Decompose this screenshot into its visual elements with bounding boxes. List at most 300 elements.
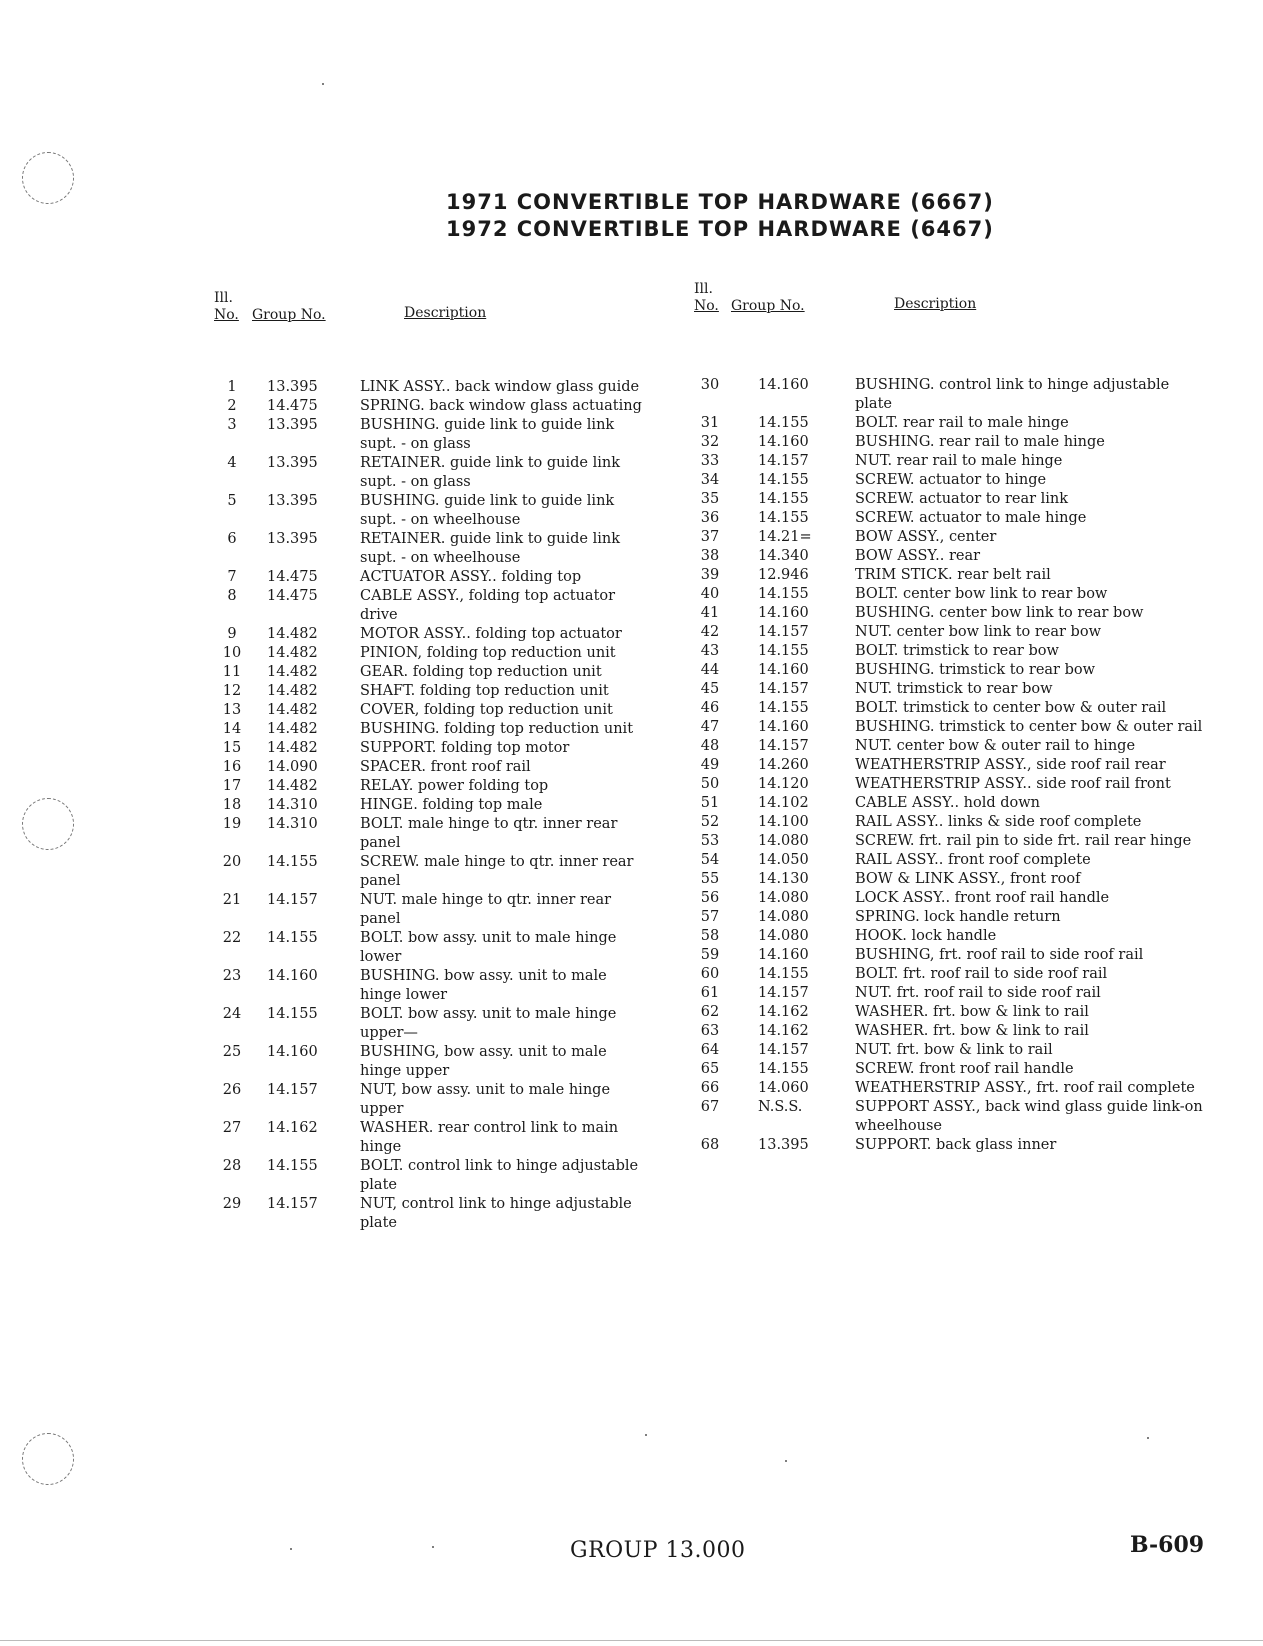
part-row [212, 853, 645, 891]
part-description: LINK ASSY.. back window glass guide [360, 379, 640, 395]
group-number: 14.162 [758, 1023, 809, 1039]
part-row [690, 1079, 1205, 1098]
ill-number: 18 [222, 797, 242, 813]
parts-list-left [212, 378, 645, 1233]
ill-number: 47 [700, 719, 720, 735]
group-number: 14.060 [758, 1080, 809, 1096]
part-row [212, 739, 645, 758]
part-description: BOLT. trimstick to center bow & outer rail [855, 700, 1167, 716]
part-row [690, 547, 1205, 566]
part-description: SCREW. male hinge to qtr. inner rear panel [360, 854, 634, 889]
part-description: SPACER. front roof rail [360, 759, 531, 775]
part-row [690, 490, 1205, 509]
part-row [212, 701, 645, 720]
ill-number: 8 [227, 588, 237, 604]
part-row [690, 794, 1205, 813]
part-row [212, 929, 645, 967]
group-number: 14.155 [267, 1006, 318, 1022]
ill-number: 16 [222, 759, 242, 775]
part-description: LOCK ASSY.. front roof rail handle [855, 890, 1110, 906]
part-row [212, 1043, 645, 1081]
ill-number: 56 [700, 890, 720, 906]
group-number: 14.155 [267, 930, 318, 946]
part-description: BUSHING. center bow link to rear bow [855, 605, 1144, 621]
part-description: SPRING. back window glass actuating [360, 398, 642, 414]
group-number: 14.157 [758, 738, 809, 754]
ill-number: 62 [700, 1004, 720, 1020]
part-description: SUPPORT. back glass inner [855, 1137, 1057, 1153]
ill-number: 60 [700, 966, 720, 982]
part-description: RETAINER. guide link to guide link supt. - on wheelhouse [360, 531, 621, 566]
part-description: BUSHING. trimstick to rear bow [855, 662, 1096, 678]
ill-number: 5 [227, 493, 237, 509]
part-description: WEATHERSTRIP ASSY.. side roof rail front [855, 776, 1171, 792]
group-number: 14.155 [758, 472, 809, 488]
header-group-no: Group No. [252, 307, 326, 323]
part-description: GEAR. folding top reduction unit [360, 664, 602, 680]
ill-number: 24 [222, 1006, 242, 1022]
part-description: WASHER. frt. bow & link to rail [855, 1023, 1089, 1039]
group-number: 12.946 [758, 567, 809, 583]
part-row [212, 663, 645, 682]
part-description: TRIM STICK. rear belt rail [855, 567, 1051, 583]
group-number: 14.157 [267, 1082, 318, 1098]
part-row [212, 1119, 645, 1157]
part-row [690, 452, 1205, 471]
part-row [690, 1041, 1205, 1060]
ill-number: 3 [227, 417, 237, 433]
part-row [212, 682, 645, 701]
ill-number: 55 [700, 871, 720, 887]
part-row [690, 870, 1205, 889]
part-row [690, 566, 1205, 585]
ill-number: 64 [700, 1042, 720, 1058]
ill-number: 4 [227, 455, 237, 471]
group-number: 14.160 [758, 377, 809, 393]
ill-number: 53 [700, 833, 720, 849]
ill-number: 54 [700, 852, 720, 868]
group-number: 14.157 [758, 681, 809, 697]
group-number: 14.155 [758, 510, 809, 526]
ill-number: 10 [222, 645, 242, 661]
part-description: NUT. male hinge to qtr. inner rear panel [360, 892, 612, 927]
part-description: BUSHING. rear rail to male hinge [855, 434, 1105, 450]
group-number: 14.482 [267, 702, 318, 718]
group-number: 14.050 [758, 852, 809, 868]
ill-number: 51 [700, 795, 720, 811]
part-description: BOW & LINK ASSY., front roof [855, 871, 1081, 887]
part-row [690, 984, 1205, 1003]
part-row [690, 1136, 1205, 1155]
part-description: WEATHERSTRIP ASSY., frt. roof rail complete [855, 1080, 1195, 1096]
part-row [690, 908, 1205, 927]
group-number: 14.482 [267, 778, 318, 794]
group-number: 14.160 [267, 968, 318, 984]
ill-number: 33 [700, 453, 720, 469]
group-number: 14.475 [267, 398, 318, 414]
header-group-no: Group No. [731, 298, 805, 314]
part-row [212, 587, 645, 625]
part-description: BUSHING. control link to hinge adjustable plate [855, 377, 1170, 412]
part-row [690, 528, 1205, 547]
part-description: COVER, folding top reduction unit [360, 702, 613, 718]
ill-number: 14 [222, 721, 242, 737]
group-number: 14.482 [267, 740, 318, 756]
part-row [212, 1005, 645, 1043]
part-description: NUT. rear rail to male hinge [855, 453, 1063, 469]
ill-number: 41 [700, 605, 720, 621]
group-number: 14.155 [758, 700, 809, 716]
ill-number: 30 [700, 377, 720, 393]
group-number: 14.155 [267, 1158, 318, 1174]
part-row [690, 604, 1205, 623]
ill-number: 9 [227, 626, 237, 642]
group-number: 14.080 [758, 890, 809, 906]
part-row [690, 623, 1205, 642]
part-description: RELAY. power folding top [360, 778, 549, 794]
part-description: RAIL ASSY.. links & side roof complete [855, 814, 1142, 830]
part-row [690, 1098, 1205, 1136]
header-ill: Ill. [214, 290, 233, 306]
part-description: MOTOR ASSY.. folding top actuator [360, 626, 622, 642]
part-description: BOLT. trimstick to rear bow [855, 643, 1059, 659]
part-description: BUSHING. guide link to guide link supt. - on glass [360, 417, 615, 452]
part-description: BOLT. bow assy. unit to male hinge upper— [360, 1006, 617, 1041]
group-number: 14.102 [758, 795, 809, 811]
group-number: 14.157 [267, 892, 318, 908]
part-row [690, 1003, 1205, 1022]
part-description: BUSHING, bow assy. unit to male hinge upper [360, 1044, 607, 1079]
part-row [212, 1195, 645, 1233]
ill-number: 42 [700, 624, 720, 640]
part-description: NUT, bow assy. unit to male hinge upper [360, 1082, 611, 1117]
part-description: BOLT. center bow link to rear bow [855, 586, 1108, 602]
group-number: 14.162 [267, 1120, 318, 1136]
ill-number: 68 [700, 1137, 720, 1153]
part-description: BOLT. frt. roof rail to side roof rail [855, 966, 1108, 982]
group-number: N.S.S. [758, 1099, 803, 1115]
part-description: SHAFT. folding top reduction unit [360, 683, 609, 699]
part-description: BOW ASSY.. rear [855, 548, 981, 564]
right-header-ill-no [694, 281, 719, 315]
ill-number: 65 [700, 1061, 720, 1077]
group-number: 14.21= [758, 529, 812, 545]
scan-speck [785, 1460, 787, 1462]
part-description: PINION, folding top reduction unit [360, 645, 616, 661]
ill-number: 50 [700, 776, 720, 792]
ill-number: 63 [700, 1023, 720, 1039]
group-number: 14.157 [267, 1196, 318, 1212]
part-row [212, 796, 645, 815]
group-number: 14.310 [267, 797, 318, 813]
ill-number: 34 [700, 472, 720, 488]
group-number: 14.090 [267, 759, 318, 775]
group-number: 14.155 [267, 854, 318, 870]
group-number: 14.482 [267, 721, 318, 737]
part-description: HINGE. folding top male [360, 797, 543, 813]
part-row [212, 891, 645, 929]
part-row [212, 967, 645, 1005]
part-row [690, 642, 1205, 661]
header-description: Description [404, 305, 487, 321]
ill-number: 49 [700, 757, 720, 773]
part-description: NUT, control link to hinge adjustable plate [360, 1196, 632, 1231]
group-number: 14.160 [758, 662, 809, 678]
group-number: 14.157 [758, 453, 809, 469]
group-number: 14.155 [758, 415, 809, 431]
part-description: BUSHING. folding top reduction unit [360, 721, 634, 737]
scan-speck [290, 1548, 292, 1550]
part-row [690, 737, 1205, 756]
ill-number: 29 [222, 1196, 242, 1212]
group-number: 14.157 [758, 624, 809, 640]
part-row [690, 813, 1205, 832]
group-number: 14.155 [758, 491, 809, 507]
scan-speck [322, 83, 324, 85]
group-number: 14.160 [758, 719, 809, 735]
part-row [212, 758, 645, 777]
group-number: 14.130 [758, 871, 809, 887]
part-row [690, 965, 1205, 984]
ill-number: 21 [222, 892, 242, 908]
part-row [212, 530, 645, 568]
group-number: 13.395 [758, 1137, 809, 1153]
parts-list-right [690, 376, 1205, 1155]
page-number: B-609 [1130, 1532, 1205, 1558]
part-row [690, 775, 1205, 794]
group-number: 14.157 [758, 985, 809, 1001]
ill-number: 28 [222, 1158, 242, 1174]
ill-number: 25 [222, 1044, 242, 1060]
group-number: 14.155 [758, 643, 809, 659]
part-row [690, 585, 1205, 604]
ill-number: 23 [222, 968, 242, 984]
part-description: NUT. frt. bow & link to rail [855, 1042, 1053, 1058]
page-bottom-edge [0, 1640, 1263, 1641]
ill-number: 52 [700, 814, 720, 830]
group-number: 14.100 [758, 814, 809, 830]
part-description: SCREW. actuator to hinge [855, 472, 1047, 488]
header-ill: Ill. [694, 281, 713, 297]
part-row [690, 699, 1205, 718]
ill-number: 35 [700, 491, 720, 507]
group-number: 13.395 [267, 379, 318, 395]
part-description: SCREW. front roof rail handle [855, 1061, 1074, 1077]
part-description: NUT. frt. roof rail to side roof rail [855, 985, 1101, 1001]
part-description: BOLT. bow assy. unit to male hinge lower [360, 930, 617, 965]
ill-number: 59 [700, 947, 720, 963]
binder-hole-bottom [22, 1433, 74, 1485]
ill-number: 31 [700, 415, 720, 431]
part-row [690, 471, 1205, 490]
part-row [212, 378, 645, 397]
ill-number: 44 [700, 662, 720, 678]
group-number: 14.482 [267, 664, 318, 680]
group-number: 14.260 [758, 757, 809, 773]
ill-number: 45 [700, 681, 720, 697]
scan-speck [1147, 1437, 1149, 1439]
part-row [212, 777, 645, 796]
part-description: BUSHING. trimstick to center bow & outer rail [855, 719, 1203, 735]
part-row [690, 433, 1205, 452]
group-number: 14.155 [758, 966, 809, 982]
part-row [690, 756, 1205, 775]
part-description: NUT. trimstick to rear bow [855, 681, 1053, 697]
right-header-desc [894, 296, 976, 313]
part-description: NUT. center bow link to rear bow [855, 624, 1101, 640]
part-description: SUPPORT ASSY., back wind glass guide link-on wheelhouse [855, 1099, 1203, 1134]
part-description: SUPPORT. folding top motor [360, 740, 570, 756]
group-number: 14.160 [758, 434, 809, 450]
part-row [690, 1060, 1205, 1079]
ill-number: 6 [227, 531, 237, 547]
part-description: SCREW. frt. rail pin to side frt. rail rear hinge [855, 833, 1192, 849]
ill-number: 67 [700, 1099, 720, 1115]
group-number: 14.160 [758, 605, 809, 621]
group-number: 14.482 [267, 683, 318, 699]
part-row [690, 414, 1205, 433]
group-number: 14.080 [758, 909, 809, 925]
part-description: NUT. center bow & outer rail to hinge [855, 738, 1136, 754]
part-row [212, 397, 645, 416]
part-row [690, 680, 1205, 699]
ill-number: 1 [227, 379, 237, 395]
part-row [690, 832, 1205, 851]
part-row [690, 661, 1205, 680]
part-row [212, 492, 645, 530]
ill-number: 61 [700, 985, 720, 1001]
group-number: 14.340 [758, 548, 809, 564]
group-number: 14.080 [758, 833, 809, 849]
group-number: 13.395 [267, 455, 318, 471]
group-number: 14.475 [267, 569, 318, 585]
part-row [212, 416, 645, 454]
part-row [690, 851, 1205, 870]
part-description: RETAINER. guide link to guide link supt. - on glass [360, 455, 621, 490]
part-description: BOLT. male hinge to qtr. inner rear panel [360, 816, 618, 851]
part-description: BOLT. rear rail to male hinge [855, 415, 1069, 431]
footer-group-label: GROUP 13.000 [570, 1538, 746, 1563]
part-description: CABLE ASSY., folding top actuator drive [360, 588, 616, 623]
ill-number: 57 [700, 909, 720, 925]
part-description: HOOK. lock handle [855, 928, 997, 944]
part-description: CABLE ASSY.. hold down [855, 795, 1041, 811]
ill-number: 38 [700, 548, 720, 564]
ill-number: 11 [222, 664, 242, 680]
ill-number: 7 [227, 569, 237, 585]
ill-number: 37 [700, 529, 720, 545]
group-number: 14.482 [267, 626, 318, 642]
ill-number: 43 [700, 643, 720, 659]
part-description: BOW ASSY., center [855, 529, 997, 545]
scan-speck [432, 1546, 434, 1548]
ill-number: 48 [700, 738, 720, 754]
left-header-group [252, 307, 326, 324]
group-number: 13.395 [267, 531, 318, 547]
part-row [212, 815, 645, 853]
ill-number: 2 [227, 398, 237, 414]
ill-number: 46 [700, 700, 720, 716]
part-description: SCREW. actuator to rear link [855, 491, 1069, 507]
part-row [212, 568, 645, 587]
part-row [690, 946, 1205, 965]
binder-hole-middle [22, 798, 74, 850]
ill-number: 19 [222, 816, 242, 832]
ill-number: 20 [222, 854, 242, 870]
part-row [690, 376, 1205, 414]
part-row [690, 509, 1205, 528]
group-number: 14.160 [758, 947, 809, 963]
group-number: 13.395 [267, 417, 318, 433]
header-no: No. [694, 298, 719, 314]
ill-number: 36 [700, 510, 720, 526]
part-row [212, 644, 645, 663]
part-description: WASHER. frt. bow & link to rail [855, 1004, 1089, 1020]
group-number: 14.160 [267, 1044, 318, 1060]
right-header-group [731, 298, 805, 315]
ill-number: 40 [700, 586, 720, 602]
group-number: 14.080 [758, 928, 809, 944]
ill-number: 13 [222, 702, 242, 718]
part-row [690, 889, 1205, 908]
part-description: SPRING. lock handle return [855, 909, 1061, 925]
part-description: RAIL ASSY.. front roof complete [855, 852, 1091, 868]
part-description: WEATHERSTRIP ASSY., side roof rail rear [855, 757, 1166, 773]
part-description: BUSHING, frt. roof rail to side roof rail [855, 947, 1144, 963]
group-number: 14.310 [267, 816, 318, 832]
ill-number: 32 [700, 434, 720, 450]
part-row [690, 718, 1205, 737]
part-row [690, 1022, 1205, 1041]
group-number: 14.120 [758, 776, 809, 792]
part-description: BOLT. control link to hinge adjustable plate [360, 1158, 639, 1193]
ill-number: 27 [222, 1120, 242, 1136]
group-number: 14.157 [758, 1042, 809, 1058]
header-description: Description [894, 296, 977, 312]
part-row [212, 1157, 645, 1195]
ill-number: 22 [222, 930, 242, 946]
group-number: 14.475 [267, 588, 318, 604]
binder-hole-top [22, 152, 74, 204]
ill-number: 15 [222, 740, 242, 756]
part-description: BUSHING. guide link to guide link supt. - on wheelhouse [360, 493, 615, 528]
left-header-desc [404, 305, 486, 322]
part-row [212, 720, 645, 739]
page-title [446, 189, 994, 243]
title-line-1971: 1971 CONVERTIBLE TOP HARDWARE (6667) [446, 190, 994, 214]
ill-number: 26 [222, 1082, 242, 1098]
ill-number: 39 [700, 567, 720, 583]
ill-number: 66 [700, 1080, 720, 1096]
ill-number: 12 [222, 683, 242, 699]
group-number: 13.395 [267, 493, 318, 509]
group-number: 14.482 [267, 645, 318, 661]
part-description: WASHER. rear control link to main hinge [360, 1120, 619, 1155]
part-description: BUSHING. bow assy. unit to male hinge lower [360, 968, 607, 1003]
ill-number: 58 [700, 928, 720, 944]
part-row [212, 625, 645, 644]
part-description: ACTUATOR ASSY.. folding top [360, 569, 582, 585]
left-header-ill-no [214, 290, 239, 324]
title-line-1972: 1972 CONVERTIBLE TOP HARDWARE (6467) [446, 217, 994, 241]
group-number: 14.155 [758, 586, 809, 602]
scan-speck [645, 1434, 647, 1436]
header-no: No. [214, 307, 239, 323]
part-description: SCREW. actuator to male hinge [855, 510, 1087, 526]
group-number: 14.162 [758, 1004, 809, 1020]
part-row [212, 1081, 645, 1119]
part-row [212, 454, 645, 492]
